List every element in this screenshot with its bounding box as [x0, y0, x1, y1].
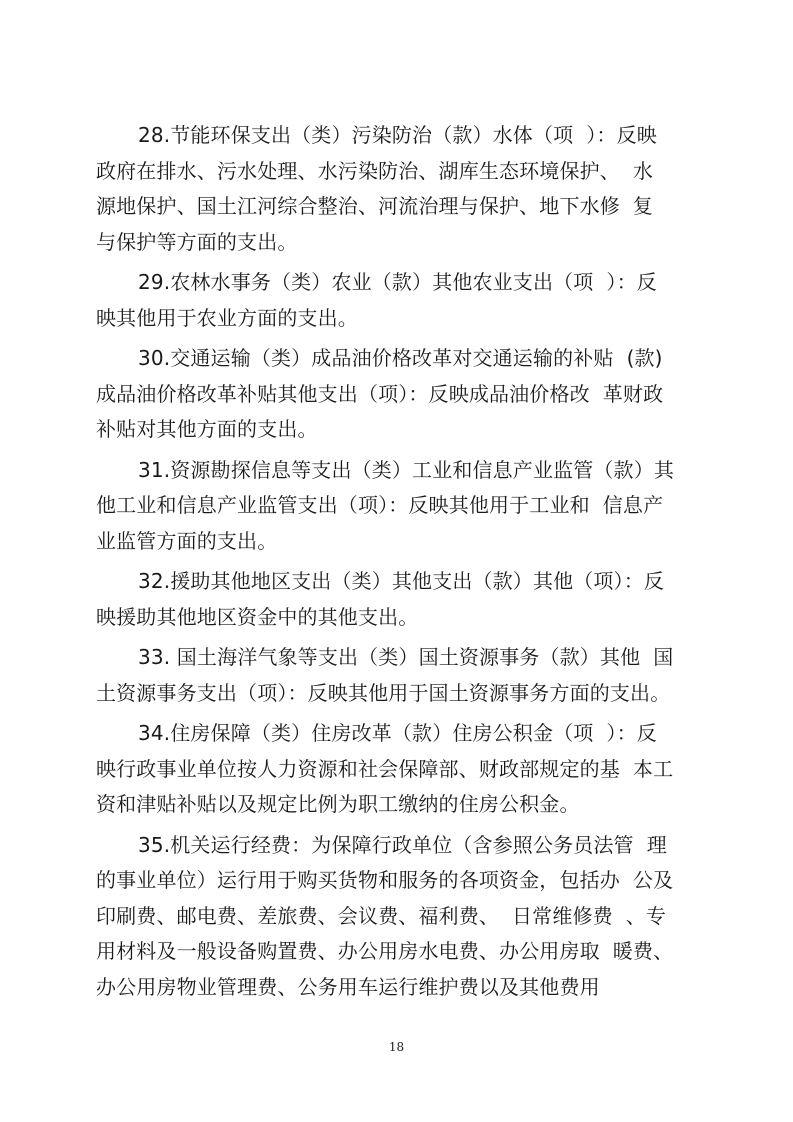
- text-line: 映援助其他地区资金中的其他支出。: [96, 604, 419, 629]
- text-line: 映其他用于农业方面的支出。: [96, 305, 358, 330]
- paragraph-32: [96, 564, 702, 635]
- document-body: [96, 118, 702, 1010]
- text-line: 33. 国土海洋气象等支出（类）国土资源事务（款）其他 国: [138, 645, 674, 669]
- text-line: 29.农林水事务（类）农业（款）其他农业支出（项 ）：反: [138, 270, 657, 294]
- paragraph-30: [96, 341, 702, 448]
- text-line: 成品油价格改革补贴其他支出（项）：反映成品油价格改 革财政: [96, 381, 664, 406]
- text-line: 办公用房物业管理费、公务用车运行维护费以及其他费用: [96, 974, 600, 999]
- text-line: 31.资源勘探信息等支出（类）工业和信息产业监管（款）其: [138, 457, 675, 482]
- page-number: 18: [388, 1040, 405, 1054]
- text-line: 30.交通运输（类）成品油价格改革对交通运输的补贴 (款): [138, 346, 663, 370]
- paragraph-33: [96, 640, 702, 711]
- paragraph-34: [96, 716, 702, 823]
- paragraph-29: [96, 265, 702, 336]
- text-line: 映行政事业单位按人力资源和社会保障部、财政部规定的基 本工: [96, 756, 674, 781]
- text-line: 34.住房保障（类）住房改革（款）住房公积金（项 ）：反: [138, 721, 657, 745]
- text-line: 他工业和信息产业监管支出（项）：反映其他用于工业和 信息产: [96, 493, 664, 517]
- text-line: 32.援助其他地区支出（类）其他支出（款）其他（项）：反: [138, 569, 665, 593]
- text-line: 28.节能环保支出（类）污染防治（款）水体（项 ）：反映: [138, 123, 657, 147]
- text-line: 政府在排水、污水处理、水污染防治、湖库生态环境保护、 水: [96, 158, 654, 183]
- paragraph-28: [96, 118, 702, 260]
- text-line: 资和津贴补贴以及规定比例为职工缴纳的住房公积金。: [96, 792, 580, 816]
- text-line: 业监管方面的支出。: [96, 528, 278, 553]
- text-line: 印刷费、邮电费、差旅费、会议费、福利费、 日常维修费 、专: [96, 903, 667, 928]
- paragraph-31: [96, 453, 702, 560]
- text-line: 用材料及一般设备购置费、办公用房水电费、办公用房取 暖费、: [96, 939, 674, 963]
- text-line: 的事业单位）运行用于购买货物和服务的各项资金，包括办 公及: [96, 868, 674, 892]
- text-line: 土资源事务支出（项）：反映其他用于国土资源事务方面的支出。: [96, 680, 671, 705]
- text-line: 补贴对其他方面的支出。: [96, 417, 318, 441]
- text-line: 35.机关运行经费：为保障行政单位（含参照公务员法管 理: [138, 832, 667, 857]
- paragraph-35: [96, 828, 702, 1006]
- text-line: 源地保护、国土江河综合整治、河流治理与保护、地下水修 复: [96, 194, 654, 218]
- text-line: 与保护等方面的支出。: [96, 229, 298, 254]
